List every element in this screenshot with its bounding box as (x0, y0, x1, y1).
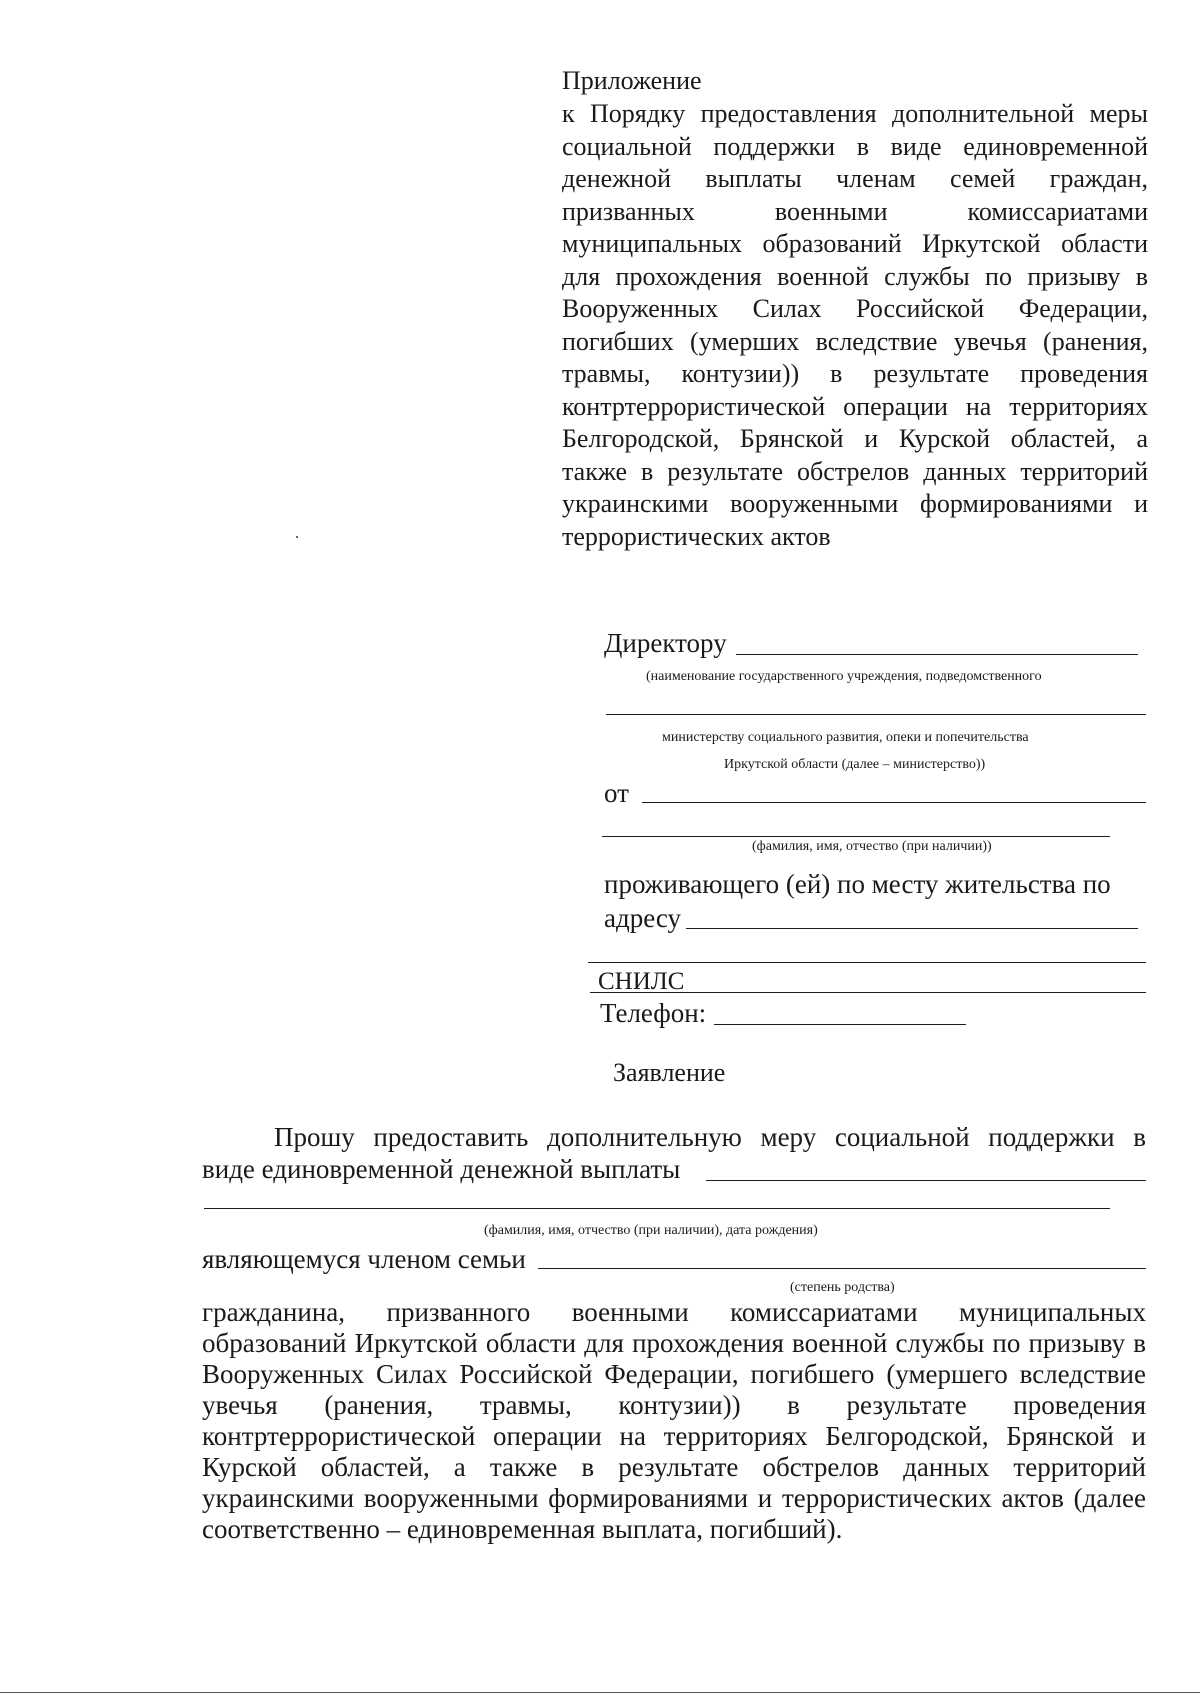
institution-field[interactable] (606, 714, 1146, 715)
address-label: адресу (604, 903, 682, 933)
institution-hint-3: Иркутской области (далее – министерство)) (724, 757, 986, 772)
scan-speck (296, 536, 298, 538)
statement-heading: Заявление (613, 1058, 726, 1087)
relation-hint: (степень родства) (790, 1280, 895, 1295)
director-label: Директору (604, 628, 727, 658)
statement-body: гражданина, призванного военными комиссариатами муниципальных образований Иркутской области для прохождения военной службы по призыву в Вооруженных Силах Российской Федерации, погибшего (умершего вследствие увечья (ранения, травмы, контузии)) в результате проведения контртеррористической операции на территориях Белгородской, Брянской и Курской областей, а также в результате обстрелов данных территорий украинскими вооруженными формированиями и террористических актов (далее соответственно – единовременная выплата, погибший). (202, 1297, 1146, 1544)
person-hint: (фамилия, имя, отчество (при наличии), дата рождения) (484, 1223, 818, 1238)
family-member-label: являющемуся членом семьи (202, 1244, 526, 1274)
name-field[interactable] (602, 836, 1110, 837)
request-line-2: виде единовременной денежной выплаты (202, 1154, 681, 1184)
phone-label: Телефон: (600, 998, 707, 1028)
relation-field[interactable] (538, 1268, 1146, 1269)
institution-hint-1: (наименование государственного учреждения, подведомственного (646, 669, 1042, 684)
institution-hint-2: министерству социального развития, опеки и попечительства (662, 730, 1029, 745)
from-label: от (604, 778, 629, 808)
residence-line: проживающего (ей) по месту жительства по (604, 869, 1111, 899)
from-field[interactable] (642, 802, 1146, 803)
page-bottom-edge (0, 1692, 1200, 1693)
annex-title: Приложение (562, 66, 702, 95)
annex-text: к Порядку предоставления дополнительной меры социальной поддержки в виде единовременной денежной выплаты членам семей граждан, призванных военными комиссариатами муниципальных образований Иркутской области для прохождения военной службы по призыву в Вооруженных Силах Российской Федерации, погибших (умерших вследствие увечья (ранения, травмы, контузии)) в результате проведения контртеррористической операции на территориях Белгородской, Брянской и Курской областей, а также в результате обстрелов данных территорий украинскими вооруженными формированиями и террористических актов (562, 99, 1148, 551)
snils-label: СНИЛС (598, 968, 685, 995)
request-line-1: Прошу предоставить дополнительную меру социальной поддержки в (274, 1122, 1146, 1152)
name-hint: (фамилия, имя, отчество (при наличии)) (752, 839, 992, 854)
address-field[interactable] (686, 928, 1138, 929)
director-field[interactable] (736, 654, 1138, 655)
snils-field[interactable] (590, 992, 1146, 993)
recipient-field-2[interactable] (204, 1208, 1110, 1209)
phone-field[interactable] (714, 1024, 966, 1025)
recipient-field[interactable] (706, 1180, 1146, 1181)
address-field-2[interactable] (588, 962, 1146, 963)
